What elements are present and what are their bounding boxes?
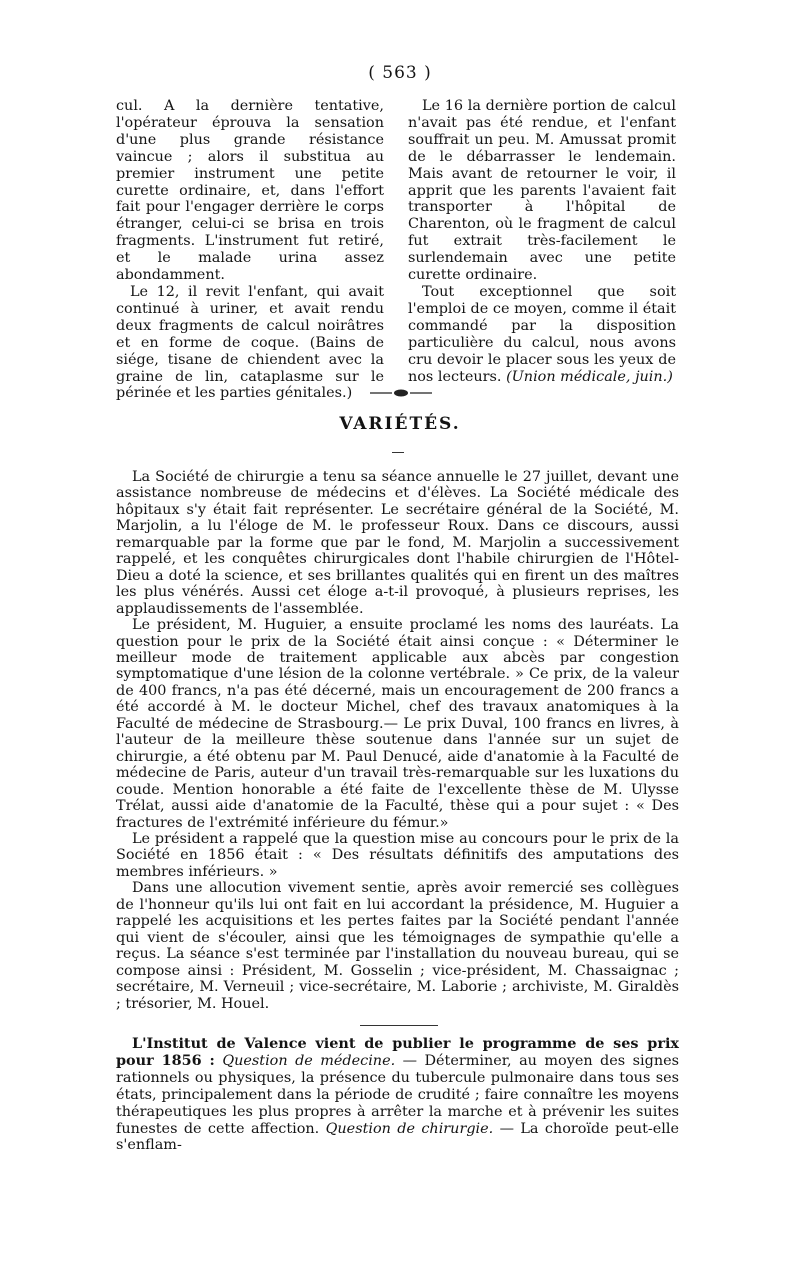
question-medecine-label: Question de médecine. — [222, 1052, 396, 1069]
question-chirurgie-text: — La choroïde peut-elle s'enflam- — [116, 1120, 679, 1154]
two-column-block — [116, 98, 676, 402]
varietes-paragraph-1: La Société de chirurgie a tenu sa séance annuelle le 27 juillet, devant une assistance nombreuse de médecins et d'élèves. La Société médicale des hôpitaux s'y était fait représenter. Le secrétaire général de la Société, M. Marjolin, a lu l'éloge de M. le professeur Roux. Dans ce discours, aussi remarquable par la forme que par le fond, M. Marjolin a successivement rappelé, et les conquêtes chirurgicales dont l'habile chirurgien de l'Hôtel-Dieu a doté la science, et ses brillantes qualités qui en firent un des maîtres les plus vénérés. Aussi cet éloge a-t-il provoqué, à plusieurs reprises, les applaudissements de l'assemblée. — [116, 469, 679, 617]
question-medecine-text: — Déterminer, au moyen des signes rationnels ou physiques, la présence du tubercule pulmonaire dans tous ses états, principalement dans la période de crudité ; faire connaître les moyens thérapeutiques les plus propres à arrêter la marche et à prévenir les suites funestes de cette affection. — [116, 1052, 680, 1137]
question-chirurgie-label: Question de chirurgie. — [325, 1120, 494, 1137]
ornament-divider-icon — [370, 388, 432, 398]
varietes-paragraph-4: Dans une allocution vivement sentie, après avoir remercié ses collègues de l'honneur qu'ils lui ont fait en lui accordant la présidence, M. Huguier a rappelé les acquisitions et les pertes faites par la Société pendant l'année qui vient de s'écouler, ainsi que les témoignages de sympathie qu'elle a reçus. La séance s'est terminée par l'installation du nouveau bureau, qui se compose ainsi : Président, M. Gosselin ; vice-président, M. Chassaignac ; secrétaire, M. Verneuil ; vice-secrétaire, M. Laborie ; archiviste, M. Giraldès ; trésorier, M. Houel. — [116, 880, 679, 1012]
varietes-section — [116, 469, 679, 1012]
left-column-paragraph-1: cul. A la dernière tentative, l'opérateur éprouva la sensation d'une plus grande résistance vaincue ; alors il substitua au premier instrument une petite curette ordinaire, et, dans l'effort fait pour l'engager derrière le corps étranger, celui-ci se brisa en trois fragments. L'instrument fut retiré, et le malade urina assez abondamment. — [116, 98, 384, 284]
varietes-paragraph-2: Le président, M. Huguier, a ensuite proclamé les noms des lauréats. La question pour le prix de la Société était ainsi conçue : « Déterminer le meilleur mode de traitement applicable aux abcès par congestion symptomatique d'une lésion de la colonne vertébrale. » Ce prix, de la valeur de 400 francs, n'a pas été décerné, mais un encouragement de 200 francs a été accordé à M. le docteur Michel, chef des travaux anatomiques à la Faculté de médecine de Strasbourg.— Le prix Duval, 100 francs en livres, à l'auteur de la meilleure thèse soutenue dans l'année sur un sujet de chirurgie, a été obtenu par M. Paul Denucé, aide d'anatomie à la Faculté de médecine de Paris, auteur d'un travail très-remarquable sur les luxations du coude. Mention honorable a été faite de l'excellente thèse de M. Ulysse Trélat, aussi aide d'anatomie de la Faculté, thèse qui a pour sujet : « Des fractures de l'extrémité inférieure du fémur.» — [116, 617, 679, 831]
right-column — [408, 98, 676, 402]
right-column-paragraph-2 — [408, 284, 676, 385]
page-number: ( 563 ) — [368, 63, 432, 83]
title-rule — [392, 452, 404, 453]
institut-heading: L'Institut de Valence vient de publier le programme de ses prix pour 1856 : — [116, 1035, 679, 1069]
institut-section — [116, 1036, 679, 1154]
institut-paragraph — [116, 1036, 679, 1154]
left-column — [116, 98, 384, 402]
right-column-paragraph-2-text: Tout exceptionnel que soit l'emploi de ce moyen, comme il était commandé par la disposition particulière du calcul, nous avons cru devoir le placer sous les yeux de nos lecteurs. — [408, 283, 676, 385]
varietes-paragraph-3: Le président a rappelé que la question mise au concours pour le prix de la Société en 1856 était : « Des résultats définitifs des amputations des membres inférieurs. » — [116, 830, 679, 880]
section-rule — [360, 1025, 438, 1026]
right-column-paragraph-1: Le 16 la dernière portion de calcul n'avait pas été rendue, et l'enfant souffrait un peu. M. Amussat promit de le débarrasser le lendemain. Mais avant de retourner le voir, il apprit que les parents l'avaient fait transporter à l'hôpital de Charenton, où le fragment de calcul fut extrait très-facilement le surlendemain avec une petite curette ordinaire. — [408, 98, 676, 284]
source-citation: (Union médicale, juin.) — [506, 368, 673, 385]
left-column-paragraph-2: Le 12, il revit l'enfant, qui avait continué à uriner, et avait rendu deux fragments de calcul noirâtres et en forme de coque. (Bains de siége, tisane de chiendent avec la graine de lin, cataplasme sur le périnée et les parties génitales.) — [116, 283, 384, 402]
section-title: VARIÉTÉS. — [339, 414, 461, 434]
